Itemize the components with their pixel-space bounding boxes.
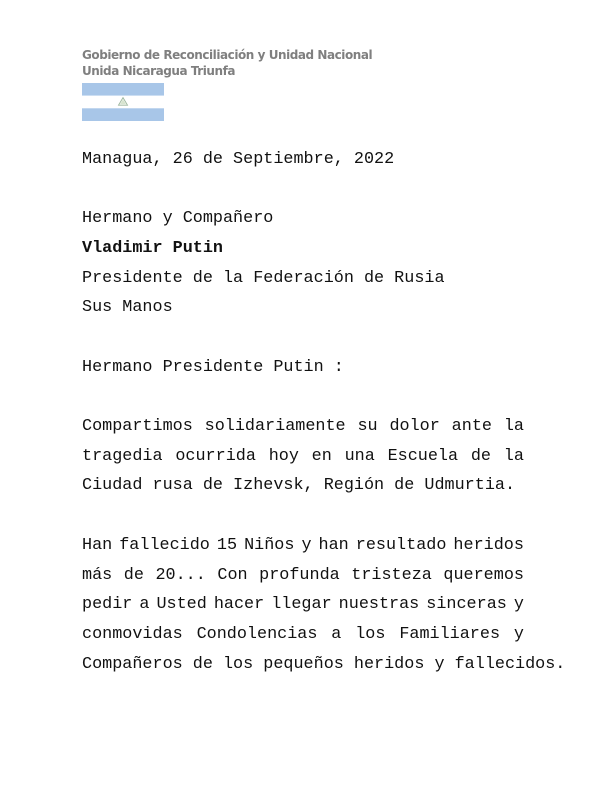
paragraph-line <box>82 566 524 586</box>
recipient-name: Vladimir Putin <box>82 239 223 258</box>
word: una <box>344 447 375 466</box>
letterhead-slogan: Unida Nicaragua Triunfa <box>82 64 236 78</box>
word: hacer <box>213 595 265 614</box>
word: pedir <box>82 595 133 614</box>
word: nuestras <box>338 595 420 614</box>
word: más <box>82 566 113 585</box>
word: a <box>331 625 342 644</box>
letter-greeting: Hermano Presidente Putin : <box>82 358 344 377</box>
word: tragedia <box>82 447 163 466</box>
word: sinceras <box>426 595 507 614</box>
recipient-title: Presidente de la Federación de Rusia <box>82 269 445 288</box>
word: profunda <box>259 566 340 585</box>
word: su <box>357 417 378 436</box>
word: Compartimos <box>82 417 193 436</box>
word: tristeza <box>351 566 432 585</box>
word: ante <box>451 417 492 436</box>
word: han <box>318 536 349 555</box>
letterhead <box>82 47 372 79</box>
word: Escuela <box>387 447 459 466</box>
letterhead-government-name: Gobierno de Reconciliación y Unidad Nacional <box>82 48 373 62</box>
word: Niños <box>244 536 295 555</box>
word: Usted <box>156 595 207 614</box>
word: heridos <box>453 536 524 555</box>
word: ocurrida <box>175 447 256 466</box>
word: Familiares <box>399 625 501 644</box>
word: fallecido <box>119 536 210 555</box>
word: y <box>513 625 524 644</box>
paragraph-line <box>82 417 524 437</box>
paragraph-line: Ciudad rusa de Izhevsk, Región de Udmurtia. <box>82 476 516 495</box>
word: de <box>123 566 144 585</box>
word: la <box>503 447 524 466</box>
word: y <box>513 595 524 614</box>
word: solidariamente <box>204 417 346 436</box>
paragraph-line <box>82 595 524 615</box>
word: Con <box>217 566 248 585</box>
word: en <box>311 447 332 466</box>
word: la <box>503 417 524 436</box>
word: dolor <box>389 417 440 436</box>
word: a <box>139 595 150 614</box>
nicaragua-flag-icon <box>82 83 164 121</box>
word: 20... <box>155 566 206 585</box>
word: 15 <box>216 536 238 555</box>
word: conmovidas <box>82 625 183 644</box>
paragraph-line <box>82 447 524 467</box>
word: los <box>355 625 386 644</box>
word: llegar <box>271 595 332 614</box>
word: resultado <box>355 536 447 555</box>
word: y <box>301 536 312 555</box>
word: Condolencias <box>196 625 318 644</box>
paragraph-line: Compañeros de los pequeños heridos y fallecidos. <box>82 655 566 674</box>
paragraph-line <box>82 625 524 645</box>
word: Han <box>82 536 113 555</box>
letter-date: Managua, 26 de Septiembre, 2022 <box>82 150 395 169</box>
paragraph-line <box>82 536 524 556</box>
delivery-note: Sus Manos <box>82 298 173 317</box>
salutation-prefix: Hermano y Compañero <box>82 209 274 228</box>
word: queremos <box>443 566 524 585</box>
word: hoy <box>268 447 299 466</box>
word: de <box>470 447 491 466</box>
